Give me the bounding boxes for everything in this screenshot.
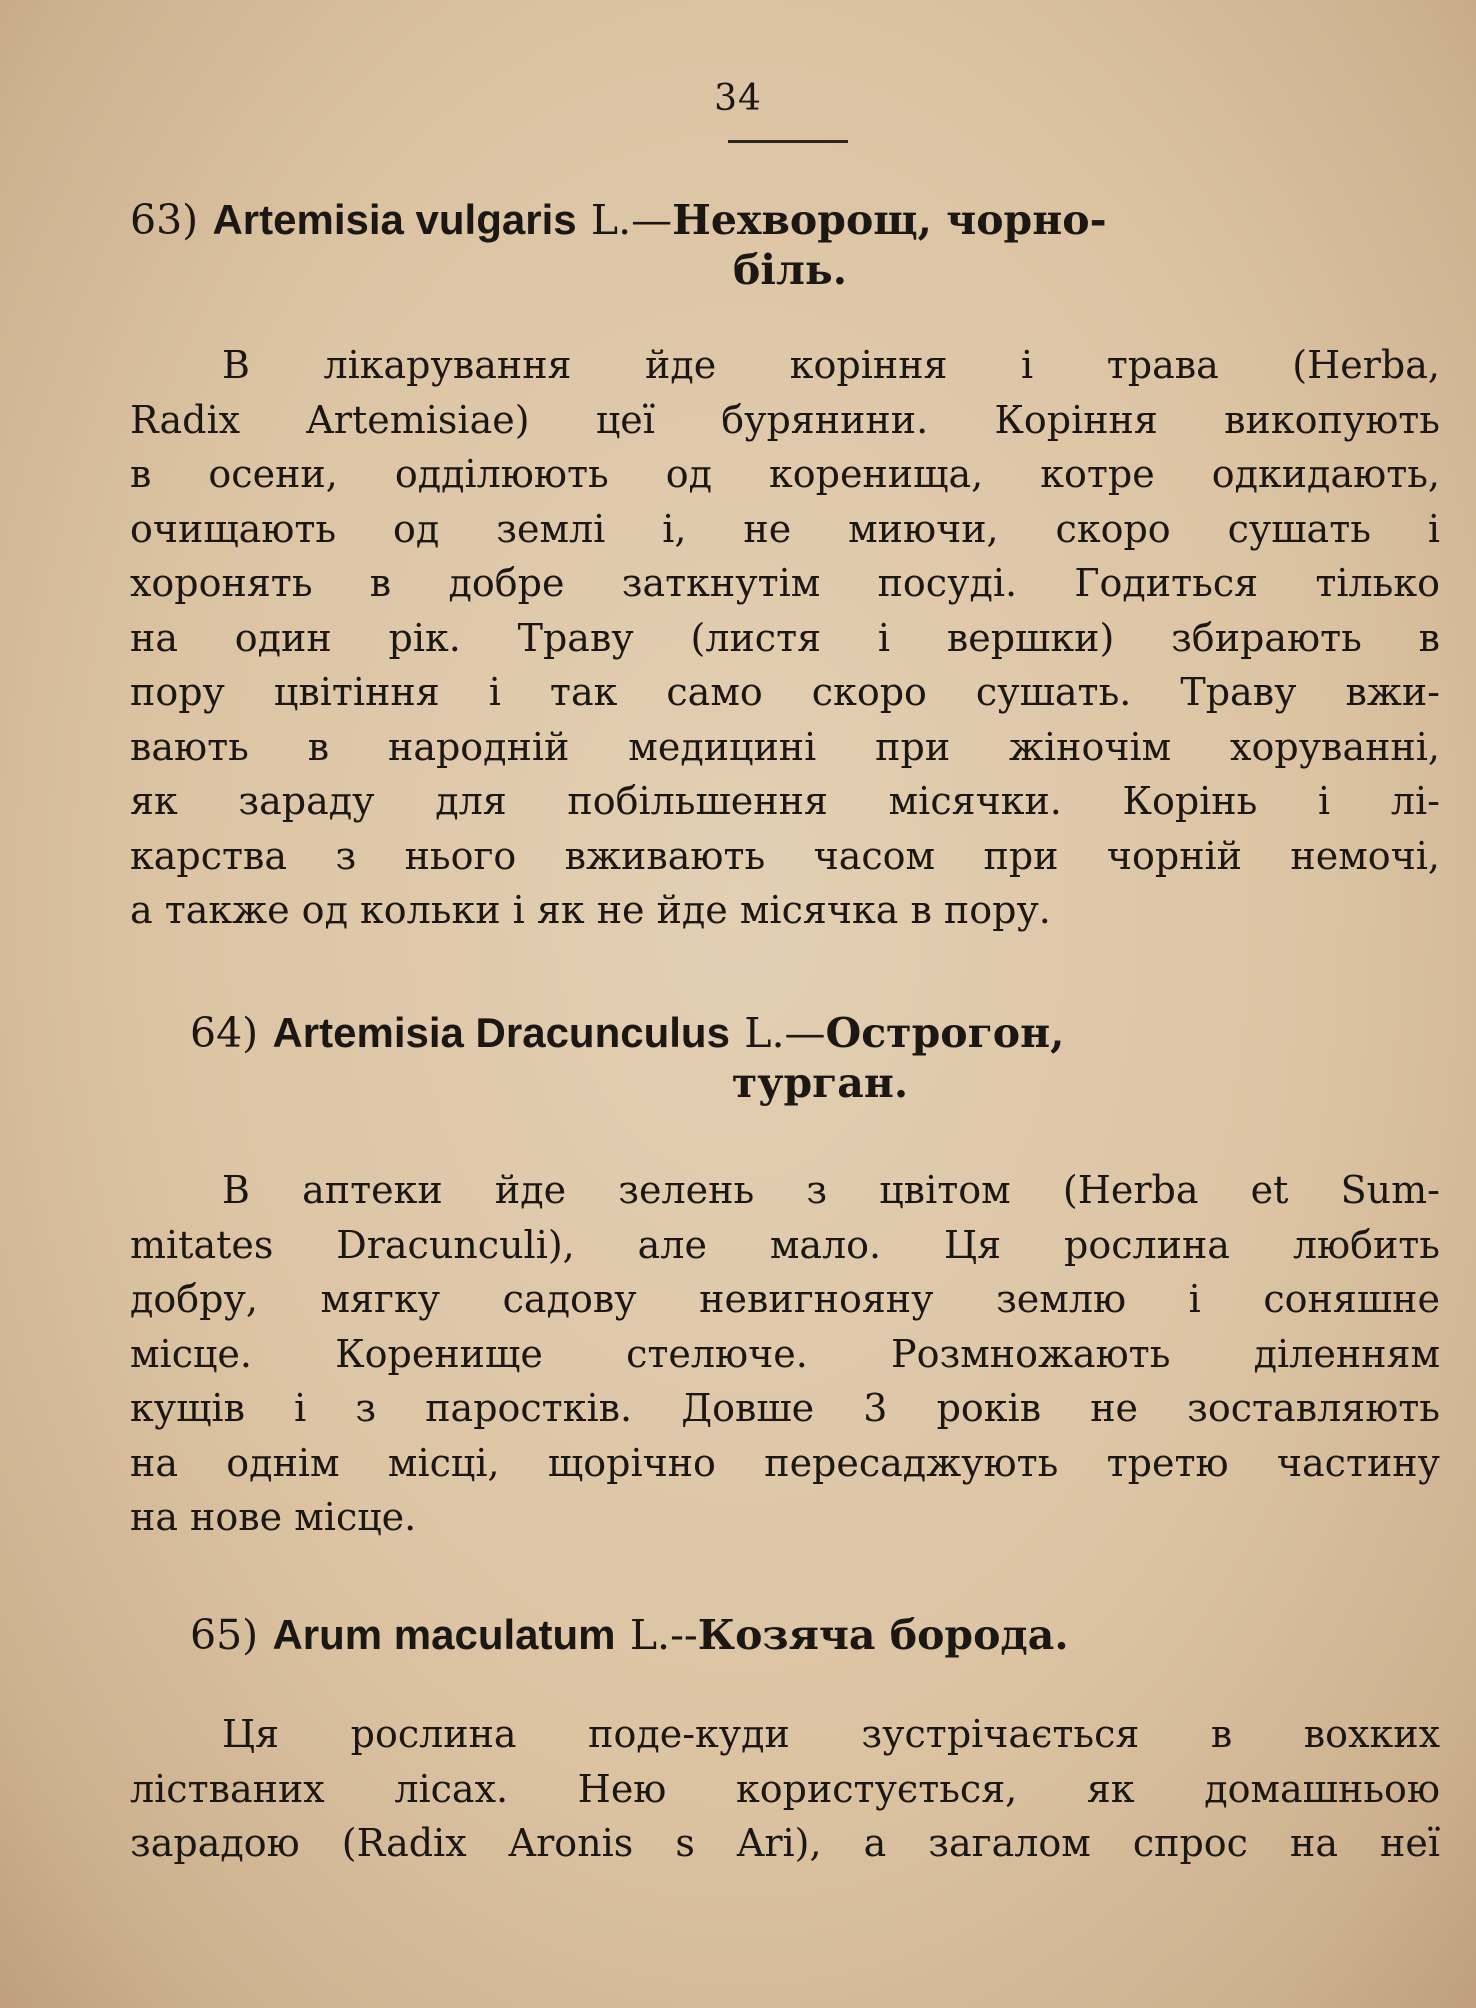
text-line: добру, мягку садову невигнояну землю і соняшне (130, 1277, 1440, 1321)
text-line: пору цвітіння і так само скоро сушать. Траву вжи- (130, 670, 1440, 714)
text-line: а также од кольки і як не йде місячка в пору. (130, 888, 1051, 932)
entry-text-64 (130, 1163, 1440, 1545)
text-line: хоронять в добре заткнутім посуді. Годиться тілько (130, 561, 1440, 605)
text-line: В лікарування йде коріння і трава (Herba, (222, 343, 1440, 387)
text-line: на однім місці, щорічно пересаджують третю частину (130, 1440, 1440, 1485)
text-line: Ця рослина поде-куди зустрічається в вохких (222, 1712, 1440, 1756)
entry-author: L.-- (629, 1611, 698, 1659)
entry-heading-63 (130, 195, 1450, 295)
entry-common-name-continued: біль. (733, 246, 847, 294)
text-line: mitates Dracunculi), але мало. Ця рослина любить (130, 1222, 1440, 1267)
entry-number: 63) (130, 196, 199, 244)
text-line: на нове місце. (130, 1495, 417, 1539)
text-line: Radix Artemisiae) цеї бурянини. Коріння викопують (130, 397, 1440, 442)
text-line: кущів і з паростків. Довше 3 років не зоставляють (130, 1386, 1440, 1430)
entry-text-65 (130, 1707, 1440, 1871)
text-line: карства з нього вживають часом при чорній немочі, (130, 833, 1440, 878)
text-line: вають в народній медицині при жіночім хоруванні, (130, 724, 1440, 769)
entry-text-63 (130, 338, 1440, 938)
entry-author: L.— (744, 1009, 826, 1057)
entry-latin-name: Artemisia Dracunculus (272, 1009, 730, 1056)
entry-common-name-continued: турган. (731, 1059, 909, 1107)
entry-number: 65) (190, 1611, 259, 1659)
entry-latin-name: Arum maculatum (272, 1611, 616, 1658)
text-line: місце. Коренище стелюче. Розмножають діленням (130, 1331, 1440, 1376)
text-line: в осени, одділюють од коренища, котре одкидають, (130, 452, 1440, 496)
entry-number: 64) (190, 1009, 259, 1057)
entry-common-name: Козяча борода. (697, 1611, 1069, 1659)
text-line: очищають од землі і, не миючи, скоро сушать і (130, 506, 1440, 551)
text-line: В аптеки йде зелень з цвітом (Herba et Sum- (222, 1168, 1440, 1212)
page-number: 34 (714, 78, 762, 119)
entry-heading-64 (190, 1008, 1450, 1108)
text-line: на один рік. Траву (листя і вершки) збирають в (130, 615, 1440, 660)
entry-heading-65 (190, 1610, 1450, 1660)
text-line: зарадою (Radix Aronis s Ari), а загалом спрос на неї (130, 1821, 1440, 1865)
page-number-rule (728, 140, 848, 143)
entry-common-name: Острогон, (825, 1009, 1065, 1057)
entry-latin-name: Artemisia vulgaris (212, 196, 577, 243)
entry-author: L.— (590, 196, 673, 244)
entry-common-name: Нехворощ, чорно- (672, 196, 1107, 244)
text-line: лістваних лісах. Нею користується, як домашньою (130, 1766, 1440, 1811)
text-line: як зараду для побільшення місячки. Корінь і лі- (130, 779, 1440, 823)
